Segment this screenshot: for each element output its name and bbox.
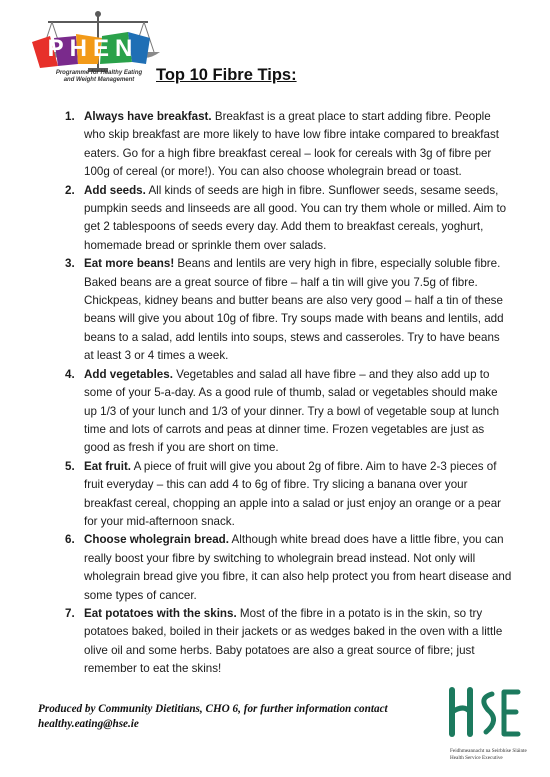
hse-logo-graphic: [430, 684, 530, 746]
tip-number: 5.: [65, 459, 75, 473]
footer-credit: [38, 702, 428, 732]
phen-subtitle-2: and Weight Management: [63, 77, 135, 83]
tip-item: [56, 108, 512, 182]
tip-number: 7.: [65, 606, 75, 620]
tip-item: [56, 605, 512, 679]
tip-number: 6.: [65, 533, 75, 547]
tip-heading: Eat fruit.: [84, 459, 132, 473]
phen-subtitle-1: Programme for Healthy Eating: [55, 70, 143, 76]
tip-heading: Eat potatoes with the skins.: [84, 606, 237, 620]
tips-list: [56, 108, 512, 679]
tip-body: Breakfast is a great place to start adding fibre. People who skip breakfast are more likely to have low fibre intake compared to breakfast eaters. Go for a high fibre breakfast cereal – look for cereals with 3g of fibre per 100g of cereal (or more!). You can also choose wholegrain bread or toast.: [84, 110, 499, 179]
footer-line-1: Produced by Community Dietitians, CHO 6, for further information contact: [38, 703, 388, 715]
tip-heading: Eat more beans!: [84, 257, 175, 271]
tip-body: Vegetables and salad all have fibre – and they also add up to some of your 5-a-day. As a good rule of thumb, salad or vegetables should make up 1/3 of your lunch and 1/3 of your dinner. Try a bowl of vegetable soup at lunch time and lots of carrots and peas at dinner time. Frozen vegetables are just as good as fresh if you are short on time.: [84, 367, 500, 455]
tip-number: 2.: [65, 183, 75, 197]
tip-number: 1.: [65, 110, 75, 123]
tip-heading: Choose wholegrain bread.: [84, 533, 229, 547]
tip-body: All kinds of seeds are high in fibre. Sunflower seeds, sesame seeds, pumpkin seeds and linseeds are all good. You can try them whole or milled. Aim to get 2 tablespoons of seeds every day. Add them to breakfast cereals, yoghurt, homemade bread or sprinkle them over salads.: [84, 183, 507, 252]
phen-logo: [28, 8, 168, 100]
page-title: Top 10 Fibre Tips:: [156, 66, 297, 84]
footer-email-link[interactable]: healthy.eating@hse.ie: [38, 718, 139, 730]
tip-body: Most of the fibre in a potato is in the skin, so try potatoes baked, boiled in their jackets or as wedges baked in the oven with a little olive oil and some herbs. Baby potatoes are also a great source of fibre; just remember to eat the skins!: [84, 606, 503, 676]
tip-item: [56, 458, 512, 532]
hse-irish-name: Feidhmeannacht na Seirbhíse Sláinte: [450, 748, 527, 754]
tip-heading: Add seeds.: [84, 183, 146, 197]
tip-heading: Add vegetables.: [84, 367, 173, 381]
tip-heading: Always have breakfast.: [84, 110, 212, 123]
tip-body: A piece of fruit will give you about 2g of fibre. Aim to have 2-3 pieces of fruit everyday – this can add 4 to 6g of fibre. Try slicing a banana over your breakfast cereal, chopping an apple into a salad or just enjoy an orange or a pear for your mid-afternoon snack.: [84, 459, 502, 528]
tip-number: 3.: [65, 257, 75, 271]
tip-item: [56, 182, 512, 256]
phen-letters: PHEN: [47, 35, 139, 62]
tip-body: Beans and lentils are very high in fibre, especially soluble fibre. Baked beans are a great source of fibre – half a tin will give you 7.5g of fibre. Chickpeas, kidney beans and butter beans are also very good – half a tin of these beans will give you about 10g of fibre. Try soups made with beans and lentils, add beans to a salad, add lentils into soups, stews and casseroles. Try to have beans at least 3 or 4 times a week.: [84, 257, 504, 363]
tip-body: Although white bread does have a little fibre, you can really boost your fibre by switching to wholegrain bread instead. Not only will wholegrain bread give you fibre, it can also help protect you from heart disease and some types of cancer.: [84, 533, 512, 602]
tip-number: 4.: [65, 367, 75, 381]
tip-item: [56, 531, 512, 605]
hse-english-name: Health Service Executive: [450, 755, 503, 761]
tip-item: [56, 366, 512, 458]
tip-item: [56, 255, 512, 365]
